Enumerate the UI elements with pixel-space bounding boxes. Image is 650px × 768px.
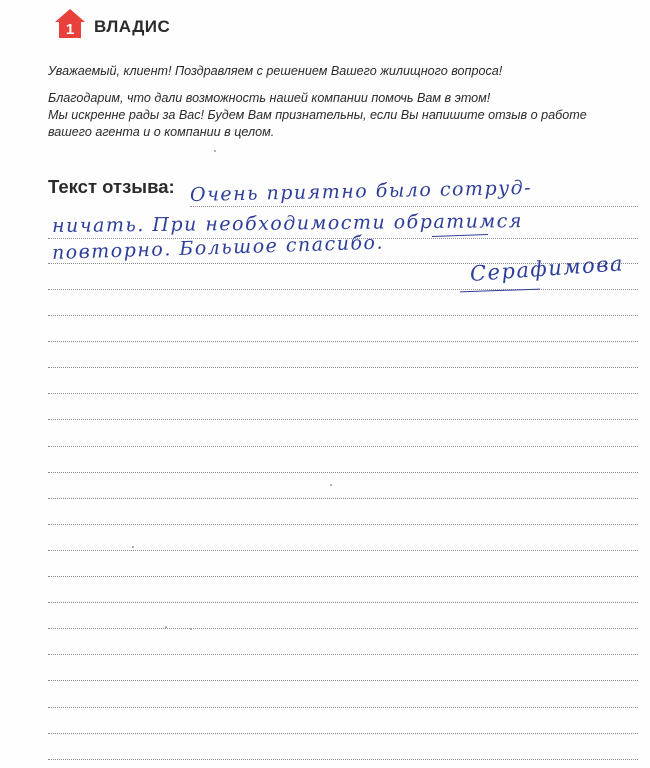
writing-line [48,341,638,342]
thanks-line: Мы искренне рады за Вас! Будем Вам признательны, если Вы напишите отзыв о работе [48,108,587,122]
handwritten-line: повторно. Большое спасибо. [51,231,385,264]
writing-line [48,472,638,473]
writing-line [48,576,638,577]
writing-line [48,315,638,316]
thanks-line: вашего агента и о компании в целом. [48,125,275,139]
writing-line [48,759,638,760]
writing-line [48,524,638,525]
thanks-line: Благодарим, что дали возможность нашей компании помочь Вам в этом! [48,91,491,105]
writing-line [48,602,638,603]
writing-lines [48,0,638,768]
writing-line [48,680,638,681]
review-title: Текст отзыва: [48,176,175,197]
writing-line [48,654,638,655]
handwritten-signature: Серафимова [469,251,625,286]
handwritten-line: ничать. При необходимости обратимся [51,210,524,237]
writing-line [48,367,638,368]
writing-line [48,628,638,629]
writing-line [48,707,638,708]
paper-speck [330,484,332,486]
writing-line [48,733,638,734]
writing-line [48,550,638,551]
writing-line [48,289,638,290]
writing-line [48,446,638,447]
writing-line [48,263,638,264]
writing-line [48,393,638,394]
writing-line [190,206,638,207]
writing-line [48,498,638,499]
writing-line [48,238,638,239]
logo-badge-number: 1 [65,21,75,38]
paper-speck [214,150,216,152]
paper-speck [190,628,192,630]
paper-speck [165,626,167,628]
writing-line [48,419,638,420]
greeting-line: Уважаемый, клиент! Поздравляем с решением Вашего жилищного вопроса! [48,64,503,78]
logo-text: ВЛАДИС [94,17,171,36]
paper-speck [132,546,134,548]
handwritten-line: Очень приятно было сотруд- [189,176,533,206]
